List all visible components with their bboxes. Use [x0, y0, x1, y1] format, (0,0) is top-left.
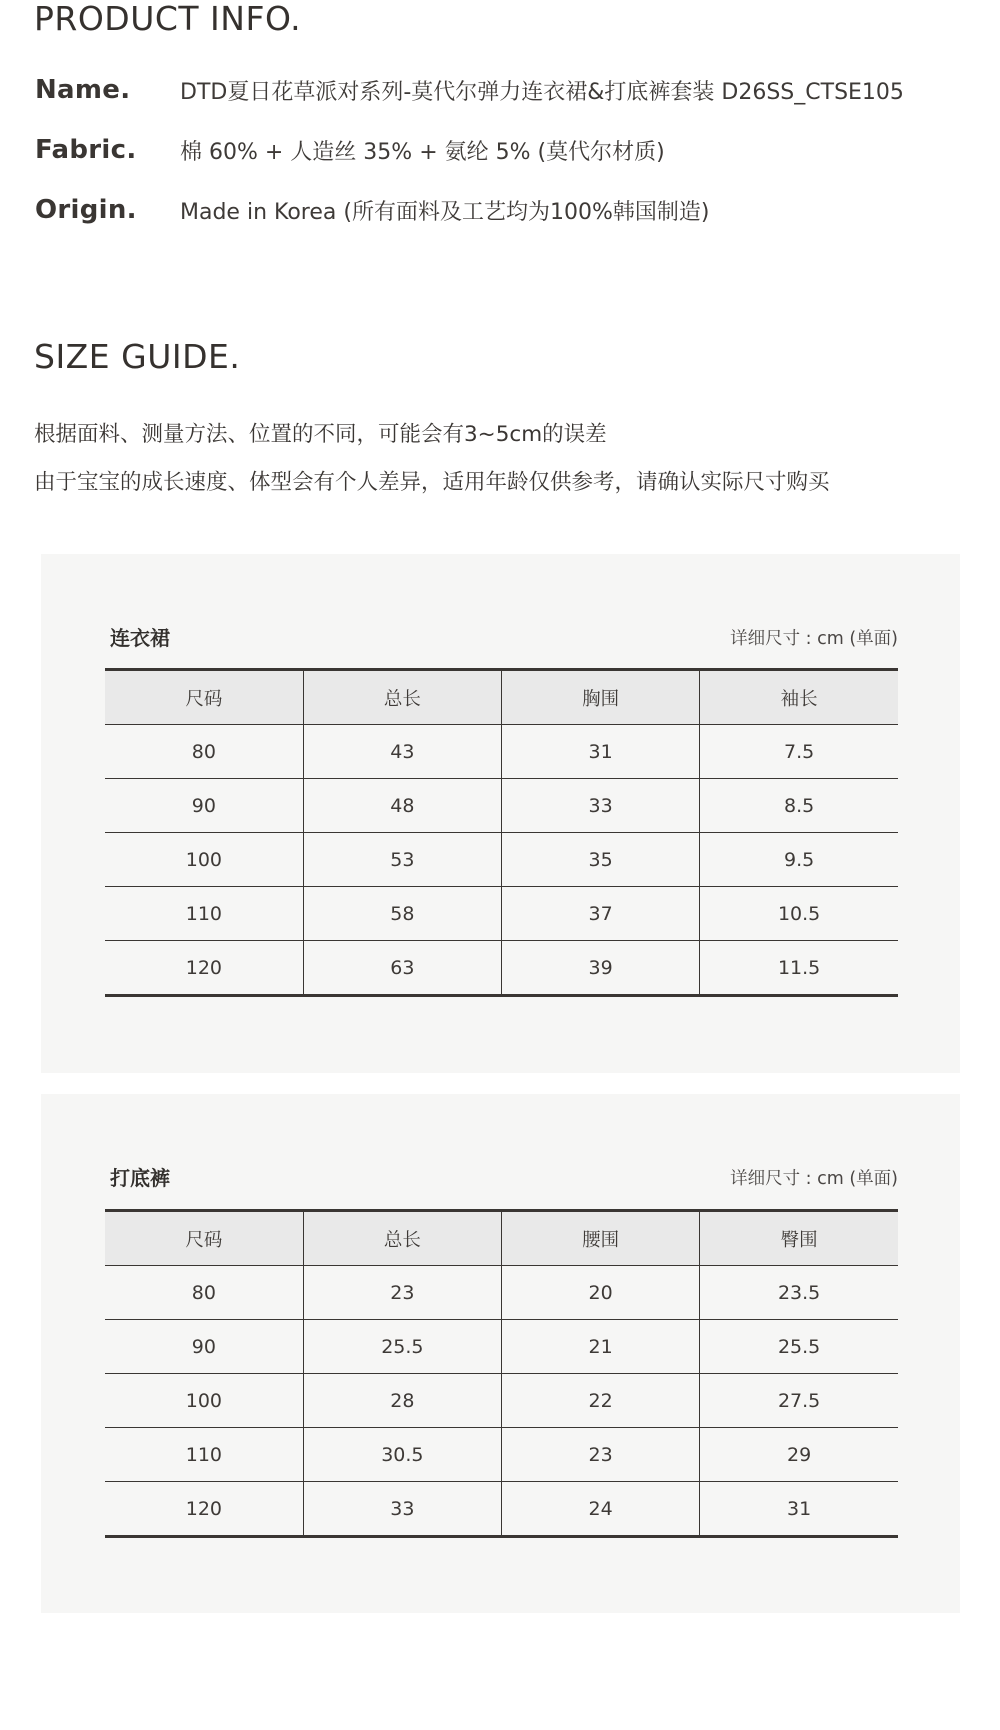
- column-header: 尺码: [105, 670, 303, 725]
- table-cell: 100: [105, 1374, 303, 1428]
- size-table-panel-leggings: [41, 1094, 960, 1613]
- table-cell: 23: [502, 1428, 700, 1482]
- table-row: [105, 1374, 898, 1428]
- table-row: [105, 1320, 898, 1374]
- table-cell: 80: [105, 1266, 303, 1320]
- table-row: [105, 941, 898, 996]
- table-cell: 20: [502, 1266, 700, 1320]
- info-label: Name.: [35, 75, 131, 105]
- unit-note: 详细尺寸 : cm (单面): [730, 629, 898, 649]
- table-cell: 29: [700, 1428, 898, 1482]
- table-cell: 80: [105, 725, 303, 779]
- table-cell: 8.5: [700, 779, 898, 833]
- info-row-name: [35, 70, 904, 110]
- column-header: 总长: [303, 670, 501, 725]
- column-header: 尺码: [105, 1211, 303, 1266]
- info-value: Made in Korea (所有面料及工艺均为100%韩国制造): [180, 199, 710, 225]
- column-header: 总长: [303, 1211, 501, 1266]
- size-note: 根据面料、测量方法、位置的不同，可能会有3~5cm的误差: [34, 422, 607, 447]
- table-cell: 58: [303, 887, 501, 941]
- size-table-panel-dress: [41, 554, 960, 1073]
- column-header: 袖长: [700, 670, 898, 725]
- table-cell: 43: [303, 725, 501, 779]
- table-cell: 23.5: [700, 1266, 898, 1320]
- size-guide-heading: SIZE GUIDE.: [34, 337, 241, 376]
- column-header: 胸围: [502, 670, 700, 725]
- table-cell: 37: [502, 887, 700, 941]
- table-title: 打底裤: [110, 1166, 170, 1190]
- table-cell: 90: [105, 779, 303, 833]
- table-cell: 24: [502, 1482, 700, 1537]
- table-cell: 31: [502, 725, 700, 779]
- table-title: 连衣裙: [110, 626, 170, 650]
- table-cell: 21: [502, 1320, 700, 1374]
- table-cell: 25.5: [700, 1320, 898, 1374]
- table-cell: 33: [303, 1482, 501, 1537]
- size-note: 由于宝宝的成长速度、体型会有个人差异，适用年龄仅供参考，请确认实际尺寸购买: [34, 470, 830, 495]
- info-label: Fabric.: [35, 135, 137, 165]
- table-cell: 90: [105, 1320, 303, 1374]
- table-row: [105, 779, 898, 833]
- table-row: [105, 833, 898, 887]
- table-cell: 27.5: [700, 1374, 898, 1428]
- table-row: [105, 1482, 898, 1537]
- info-row-fabric: [35, 130, 665, 170]
- info-label: Origin.: [35, 195, 137, 225]
- table-cell: 120: [105, 1482, 303, 1537]
- table-cell: 53: [303, 833, 501, 887]
- column-header: 臀围: [700, 1211, 898, 1266]
- table-cell: 7.5: [700, 725, 898, 779]
- info-value: 棉 60% + 人造丝 35% + 氨纶 5% (莫代尔材质): [180, 139, 665, 165]
- table-cell: 35: [502, 833, 700, 887]
- table-cell: 31: [787, 1497, 812, 1520]
- table-cell: 23: [303, 1266, 501, 1320]
- table-cell: 11.5: [777, 956, 821, 979]
- table-header-row: [105, 1211, 898, 1266]
- table-row: [105, 725, 898, 779]
- table-cell: 100: [105, 833, 303, 887]
- column-header: 腰围: [502, 1211, 700, 1266]
- size-table: [105, 1209, 898, 1538]
- product-info-heading: PRODUCT INFO.: [34, 0, 302, 38]
- info-row-origin: [35, 190, 709, 230]
- table-row: [105, 1266, 898, 1320]
- table-cell: 39: [502, 941, 700, 996]
- table-cell: 22: [502, 1374, 700, 1428]
- table-row: [105, 1428, 898, 1482]
- table-cell: 30.5: [303, 1428, 501, 1482]
- table-cell: 9.5: [700, 833, 898, 887]
- table-cell: 120: [105, 941, 303, 996]
- table-cell: 63: [303, 941, 501, 996]
- size-table: [105, 668, 898, 997]
- table-cell: 110: [105, 1428, 303, 1482]
- table-cell: 48: [303, 779, 501, 833]
- table-cell: 28: [303, 1374, 501, 1428]
- unit-note: 详细尺寸 : cm (单面): [730, 1169, 898, 1189]
- table-cell: 110: [105, 887, 303, 941]
- table-header-row: [105, 670, 898, 725]
- table-row: [105, 887, 898, 941]
- table-cell: 33: [502, 779, 700, 833]
- info-value: DTD夏日花草派对系列-莫代尔弹力连衣裙&打底裤套装 D26SS_CTSE105: [180, 79, 904, 105]
- table-cell: 25.5: [303, 1320, 501, 1374]
- table-cell: 10.5: [700, 887, 898, 941]
